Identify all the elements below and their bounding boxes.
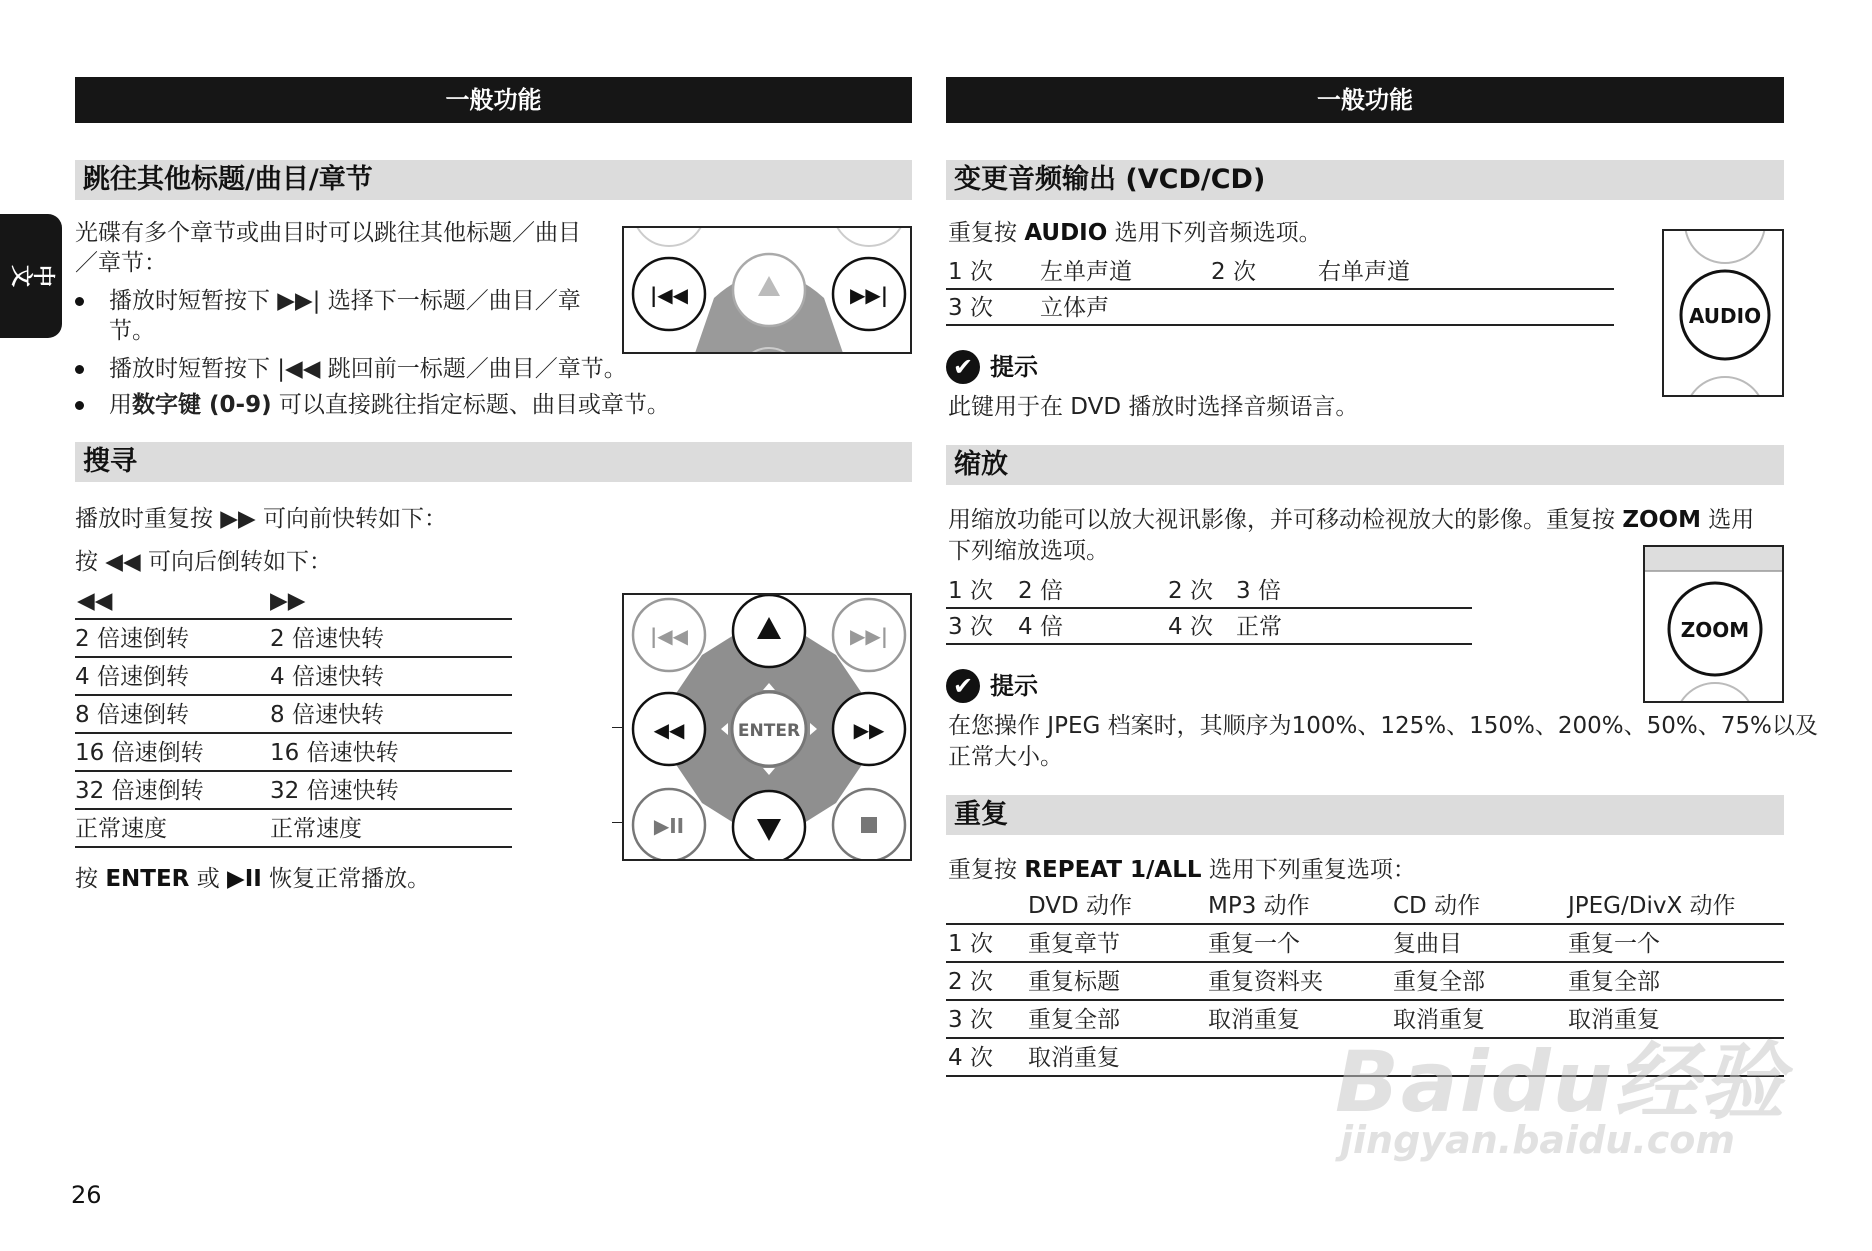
zoom-tip-label: 提示 — [990, 672, 1038, 700]
ff-speed-cell: 正常速度 — [270, 816, 362, 842]
skip-remote-svg — [624, 228, 912, 354]
repeat-table-row — [946, 925, 1784, 963]
zoom-tip-text-line1: 在您操作 JPEG 档案时，其顺序为100%、125%、150%、200%、50%、75%以及 — [948, 713, 1818, 739]
zoom-instruction-line2: 下列缩放选项。 — [948, 538, 1109, 564]
repeat-cell: 重复一个 — [1208, 931, 1300, 957]
repeat-table-header — [946, 888, 1784, 924]
ff-col-icon: ▶▶ — [270, 588, 306, 614]
svg-text:|◀◀: |◀◀ — [649, 624, 689, 648]
svg-text:▶▶|: ▶▶| — [849, 624, 889, 648]
zoom-pre: 用缩放功能可以放大视讯影像，并可移动检视放大的影像。重复按 — [948, 507, 1623, 533]
numeric-post: 可以直接跳往指定标题、曲目或章节。 — [271, 392, 670, 418]
search-table-row — [75, 696, 512, 734]
repeat-cell: 1 次 — [948, 931, 993, 957]
callout-line — [612, 822, 622, 823]
repeat-post: 选用下列重复选项： — [1201, 857, 1416, 883]
svg-text:ENTER: ENTER — [737, 721, 801, 741]
ff-speed-cell: 32 倍速快转 — [270, 778, 399, 804]
repeat-cell: 重复一个 — [1568, 931, 1660, 957]
zoom-cell: 2 倍 — [1018, 578, 1063, 604]
skip-bullet-prev-text: 播放时短暂按下 |◀◀ 跳回前一标题／曲目／章节。 — [109, 356, 627, 382]
search-resume-line — [75, 864, 430, 894]
repeat-cell: 重复全部 — [1393, 969, 1485, 995]
baidu-watermark-url: jingyan.baidu.com — [1340, 1118, 1735, 1162]
repeat-cell: 取消重复 — [1208, 1007, 1300, 1033]
repeat-cell: 3 次 — [948, 1007, 993, 1033]
svg-text:▶▶|: ▶▶| — [849, 283, 889, 307]
zoom-cell: 2 次 — [1168, 578, 1213, 604]
repeat-cell: 取消重复 — [1393, 1007, 1485, 1033]
search-table-row — [75, 620, 512, 658]
numeric-pre: 用 — [109, 392, 132, 418]
left-header-bar — [75, 77, 912, 123]
ff-speed-cell: 4 倍速快转 — [270, 664, 384, 690]
zoom-cell: 1 次 — [948, 578, 993, 604]
skip-intro-line2: ／章节： — [75, 250, 167, 276]
repeat-cell: 复曲目 — [1393, 931, 1462, 957]
audio-post: 选用下列音频选项。 — [1107, 220, 1322, 246]
audio-cell: 立体声 — [1040, 295, 1109, 321]
audio-cell: 右单声道 — [1318, 259, 1410, 285]
zoom-cell: 3 倍 — [1236, 578, 1281, 604]
repeat-cell: 重复章节 — [1028, 931, 1120, 957]
rewind-speed-cell: 16 倍速倒转 — [75, 740, 204, 766]
audio-button-svg — [1664, 231, 1784, 397]
rewind-speed-cell: 正常速度 — [75, 816, 167, 842]
callout-line — [612, 727, 622, 728]
svg-text:|◀◀: |◀◀ — [649, 283, 689, 307]
audio-option-row — [946, 290, 1614, 326]
rewind-col-icon: ◀◀ — [77, 588, 113, 614]
repeat-key-label: REPEAT 1/ALL — [1024, 857, 1202, 883]
resume-mid: 或 — [189, 866, 228, 892]
audio-tip-text: 此键用于在 DVD 播放时选择音频语言。 — [948, 394, 1359, 420]
zoom-button-illustration — [1643, 545, 1784, 703]
repeat-cell: 重复全部 — [1568, 969, 1660, 995]
audio-tip-label: 提示 — [990, 353, 1038, 381]
search-table-row — [75, 810, 512, 848]
audio-cell: 左单声道 — [1040, 259, 1132, 285]
svg-text:◀◀: ◀◀ — [653, 718, 685, 742]
search-table-row — [75, 734, 512, 772]
audio-section-title — [946, 160, 1784, 200]
search-section-title — [75, 442, 912, 482]
check-icon: ✔ — [946, 350, 980, 384]
zoom-cell: 4 倍 — [1018, 614, 1063, 640]
svg-text:▶II: ▶II — [653, 814, 685, 838]
repeat-header-cell: MP3 动作 — [1208, 893, 1310, 919]
audio-cell: 1 次 — [948, 259, 993, 285]
audio-pre: 重复按 — [948, 220, 1025, 246]
baidu-watermark: Baidu经验 — [1335, 1033, 1787, 1131]
repeat-pre: 重复按 — [948, 857, 1025, 883]
repeat-cell: 取消重复 — [1028, 1045, 1120, 1071]
repeat-header-cell: CD 动作 — [1393, 893, 1481, 919]
numeric-keys-label: 数字键 (0-9) — [132, 392, 272, 418]
repeat-cell: 4 次 — [948, 1045, 993, 1071]
ff-speed-cell: 8 倍速快转 — [270, 702, 384, 728]
repeat-section-title — [946, 795, 1784, 835]
skip-bullet-next-cont: 节。 — [109, 318, 155, 344]
page-number: 26 — [71, 1181, 102, 1209]
zoom-button-svg — [1645, 547, 1784, 703]
skip-bullet-next-text: 播放时短暂按下 ▶▶| 选择下一标题／曲目／章 — [109, 288, 581, 314]
audio-cell: 2 次 — [1211, 259, 1256, 285]
rewind-speed-cell: 2 倍速倒转 — [75, 626, 189, 652]
zoom-cell: 3 次 — [948, 614, 993, 640]
ff-speed-cell: 2 倍速快转 — [270, 626, 384, 652]
repeat-instruction — [948, 855, 1416, 885]
audio-button-illustration — [1662, 229, 1784, 397]
audio-title-text: 变更音频输出 (VCD/CD) — [954, 164, 1266, 195]
check-icon: ✔ — [946, 669, 980, 703]
left-header-title: 一般功能 — [445, 86, 542, 114]
zoom-instruction-line1 — [948, 505, 1754, 535]
audio-instruction — [948, 218, 1322, 248]
search-title-text: 搜寻 — [83, 446, 137, 477]
search-table-row — [75, 772, 512, 810]
audio-cell: 3 次 — [948, 295, 993, 321]
repeat-cell: 重复全部 — [1028, 1007, 1120, 1033]
skip-bullet-next — [109, 286, 581, 316]
search-forward-line: 播放时重复按 ▶▶ 可向前快转如下： — [75, 506, 447, 532]
zoom-key-label: ZOOM — [1622, 507, 1701, 533]
zoom-cell: 4 次 — [1168, 614, 1213, 640]
enter-key-label: ENTER — [105, 866, 190, 892]
zoom-option-row — [946, 573, 1472, 609]
search-remote-svg — [624, 595, 912, 861]
zoom-cell: 正常 — [1236, 614, 1282, 640]
rewind-speed-cell: 32 倍速倒转 — [75, 778, 204, 804]
rewind-speed-cell: 8 倍速倒转 — [75, 702, 189, 728]
language-tab — [0, 214, 62, 338]
skip-title-text: 跳往其他标题/曲目/章节 — [83, 164, 373, 195]
ff-speed-cell: 16 倍速快转 — [270, 740, 399, 766]
repeat-title-text: 重复 — [954, 799, 1008, 830]
zoom-title-text: 缩放 — [954, 449, 1008, 480]
repeat-cell: 取消重复 — [1568, 1007, 1660, 1033]
svg-text:ZOOM: ZOOM — [1680, 618, 1750, 642]
zoom-post: 选用 — [1700, 507, 1755, 533]
repeat-table-row — [946, 963, 1784, 1001]
audio-key-label: AUDIO — [1024, 220, 1108, 246]
language-tab-label: 中文 — [11, 261, 56, 287]
rewind-speed-cell: 4 倍速倒转 — [75, 664, 189, 690]
repeat-header-cell: DVD 动作 — [1028, 893, 1133, 919]
repeat-cell: 2 次 — [948, 969, 993, 995]
svg-text:▶▶: ▶▶ — [853, 718, 885, 742]
search-table-header — [75, 583, 512, 619]
zoom-section-title — [946, 445, 1784, 485]
right-header-bar — [946, 77, 1784, 123]
resume-post: 恢复正常播放。 — [261, 866, 431, 892]
search-remote-illustration — [622, 593, 912, 861]
audio-option-row — [946, 254, 1614, 290]
skip-section-title — [75, 160, 912, 200]
skip-bullet-prev — [109, 354, 627, 384]
resume-pre: 按 — [75, 866, 106, 892]
skip-intro-line1: 光碟有多个章节或曲目时可以跳往其他标题／曲目 — [75, 220, 581, 246]
zoom-tip-text-line2: 正常大小。 — [948, 744, 1063, 770]
play-pause-icon: ▶II — [227, 866, 262, 892]
skip-bullet-numeric — [109, 390, 670, 420]
zoom-option-row — [946, 609, 1472, 645]
repeat-cell: 重复标题 — [1028, 969, 1120, 995]
repeat-header-cell: JPEG/DivX 动作 — [1568, 893, 1736, 919]
search-table-row — [75, 658, 512, 696]
search-reverse-line: 按 ◀◀ 可向后倒转如下： — [75, 549, 332, 575]
skip-remote-illustration — [622, 226, 912, 354]
right-header-title: 一般功能 — [1317, 86, 1413, 114]
svg-text:AUDIO: AUDIO — [1688, 304, 1762, 328]
repeat-cell: 重复资料夹 — [1208, 969, 1323, 995]
